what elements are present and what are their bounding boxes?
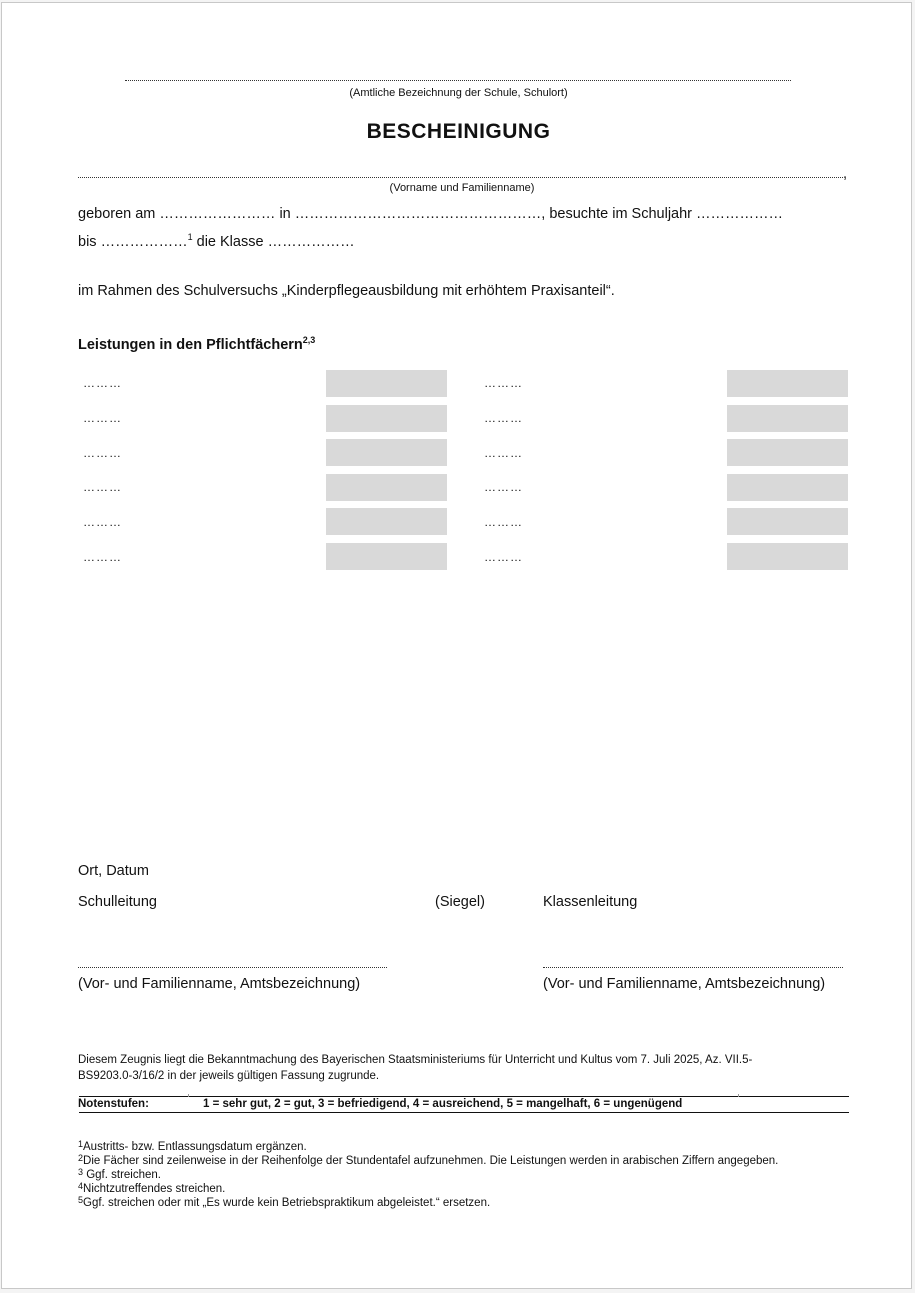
subject-left-4[interactable]: ……… (83, 480, 122, 494)
grade-field-left-4[interactable] (326, 474, 447, 501)
footnote-5-number: 5 (78, 1195, 84, 1205)
subject-left-5[interactable]: ……… (83, 515, 122, 529)
class-field: ……………… (267, 234, 355, 250)
subject-left-3[interactable]: ……… (83, 446, 122, 460)
principal-signature-line (78, 967, 387, 968)
legal-note-line-2: BS9203.0-3/16/2 in der jeweils gültigen Fassung zugrunde. (78, 1070, 380, 1082)
grade-field-right-6b[interactable] (326, 543, 447, 570)
grade-scale-values: 1 = sehr gut, 2 = gut, 3 = befriedigend, 4 = ausreichend, 5 = mangelhaft, 6 = ungenügend (203, 1098, 683, 1110)
footnote-2-number: 2 (78, 1153, 84, 1163)
grade-field-right-3[interactable] (727, 439, 848, 466)
subject-right-3[interactable]: ……… (484, 446, 523, 460)
name-caption: (Vorname und Familienname) (389, 182, 535, 194)
subject-left-6[interactable]: ……… (83, 550, 122, 564)
principal-label: Schulleitung (78, 894, 157, 910)
footnote-3 (78, 1169, 161, 1181)
footnote-1 (78, 1141, 307, 1153)
principal-caption: (Vor- und Familienname, Amtsbezeichnung) (78, 976, 361, 992)
seal-label: (Siegel) (435, 894, 485, 910)
school-name-line (125, 80, 791, 81)
birth-line (78, 206, 783, 222)
grade-scale-top-rule (79, 1096, 849, 1097)
grades-heading-footnotes: 2,3 (302, 335, 316, 345)
in-label: in (279, 206, 291, 222)
footnote-5 (78, 1197, 490, 1209)
footnote-2-text: Die Fächer sind zeilenweise in der Reihenfolge der Stundentafel aufzunehmen. Die Leistungen werden in arabischen Ziffern angegeben. (83, 1155, 779, 1167)
place-date-label: Ort, Datum (78, 863, 149, 879)
grade-scale-label: Notenstufen: (78, 1098, 149, 1110)
grade-field-right-6[interactable] (727, 543, 848, 570)
subject-right-6[interactable]: ……… (484, 550, 523, 564)
grade-field-right-4[interactable] (727, 474, 848, 501)
grade-field-right-2[interactable] (727, 405, 848, 432)
page-title: BESCHEINIGUNG (366, 120, 551, 143)
subject-right-2[interactable]: ……… (484, 411, 523, 425)
footnote-4-number: 4 (78, 1181, 84, 1191)
subject-left-2[interactable]: ……… (83, 411, 122, 425)
grade-scale-separator (188, 1094, 189, 1097)
class-teacher-caption: (Vor- und Familienname, Amtsbezeichnung) (543, 976, 826, 992)
footnote-4 (78, 1183, 225, 1195)
name-comma: , (843, 166, 848, 182)
exit-date-field: ……………… (100, 234, 188, 250)
footnote-5-text: Ggf. streichen oder mit „Es wurde kein Betriebspraktikum abgeleistet.“ ersetzen. (83, 1197, 491, 1209)
birth-place-field: …………………………………………… (294, 206, 542, 222)
birth-date-field: …………………… (159, 206, 276, 222)
grade-field-right-5[interactable] (727, 508, 848, 535)
footnote-4-text: Nichtzutreffendes streichen. (83, 1183, 226, 1195)
until-label: bis (78, 234, 97, 250)
grade-field-left-3[interactable] (326, 439, 447, 466)
grade-field-left-2[interactable] (326, 405, 447, 432)
class-line (78, 234, 355, 250)
school-year-field: ……………… (696, 206, 784, 222)
footnote-ref-1: 1 (187, 232, 193, 242)
class-teacher-label: Klassenleitung (543, 894, 638, 910)
footnote-2 (78, 1155, 778, 1167)
school-caption: (Amtliche Bezeichnung der Schule, Schulort) (349, 87, 568, 99)
grade-scale-separator (738, 1094, 739, 1097)
footnote-3-text: Ggf. streichen. (83, 1169, 161, 1181)
class-teacher-signature-line (543, 967, 843, 968)
document-page (1, 2, 912, 1289)
legal-note-line-1: Diesem Zeugnis liegt die Bekanntmachung des Bayerischen Staatsministeriums für Unterricht und Kultus vom 7. Juli 2025, Az. VII.5- (78, 1054, 753, 1066)
born-label: geboren am (78, 206, 156, 222)
footnote-3-number: 3 (78, 1167, 84, 1177)
footnote-1-text: Austritts- bzw. Entlassungsdatum ergänzen. (83, 1141, 307, 1153)
name-line (78, 177, 843, 178)
visited-label: , besuchte im Schuljahr (541, 206, 692, 222)
grade-scale-bottom-rule (79, 1112, 849, 1113)
grade-field-left-1[interactable] (326, 370, 447, 397)
subject-left-1[interactable]: ……… (83, 376, 122, 390)
grade-field-right-1[interactable] (727, 370, 848, 397)
grades-heading-text: Leistungen in den Pflichtfächern (78, 337, 303, 353)
program-line: im Rahmen des Schulversuchs „Kinderpflegeausbildung mit erhöhtem Praxisanteil“. (78, 283, 615, 299)
class-label: die Klasse (196, 234, 264, 250)
subject-right-4[interactable]: ……… (484, 480, 523, 494)
footnote-1-number: 1 (78, 1139, 84, 1149)
grades-heading (78, 337, 315, 353)
subject-right-5[interactable]: ……… (484, 515, 523, 529)
subject-right-1[interactable]: ……… (484, 376, 523, 390)
grade-field-left-5[interactable] (326, 508, 447, 535)
